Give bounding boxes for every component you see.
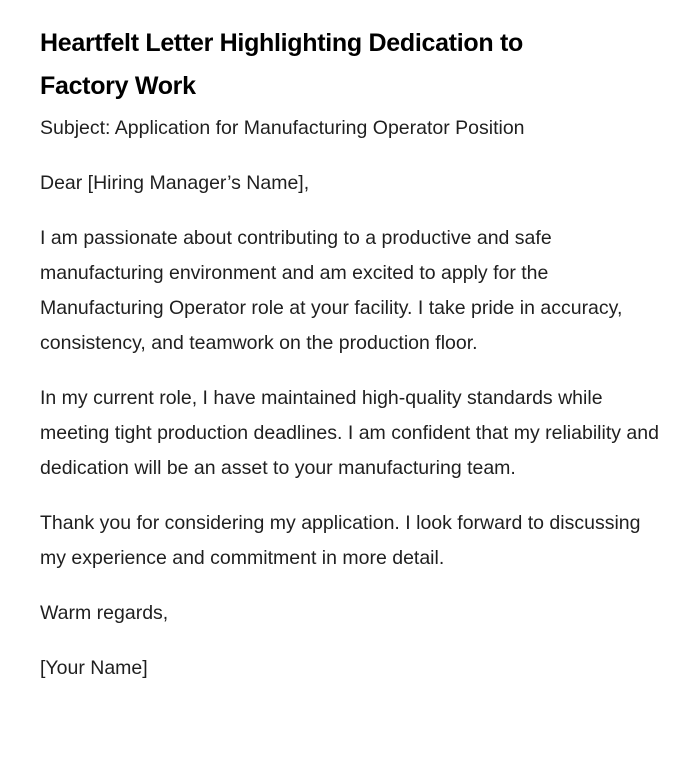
letter-subject: Subject: Application for Manufacturing Operator Position: [40, 117, 525, 139]
letter-salutation: Dear [Hiring Manager’s Name],: [40, 172, 310, 194]
letter-paragraph-3: Thank you for considering my application. I look forward to discussing my experience and commitment in more detail.: [40, 512, 641, 569]
letter-closing: Warm regards,: [40, 602, 169, 624]
letter-title: Heartfelt Letter Highlighting Dedication to Factory Work: [40, 29, 523, 100]
letter-signature: [Your Name]: [40, 657, 148, 679]
letter-paragraph-2: In my current role, I have maintained high-quality standards while meeting tight production deadlines. I am confident that my reliability and dedication will be an asset to your manufacturing team.: [40, 387, 659, 479]
letter-paragraph-1: I am passionate about contributing to a productive and safe manufacturing environment and am excited to apply for the Manufacturing Operator role at your facility. I take pride in accuracy, consistency, and teamwork on the production floor.: [40, 227, 623, 354]
